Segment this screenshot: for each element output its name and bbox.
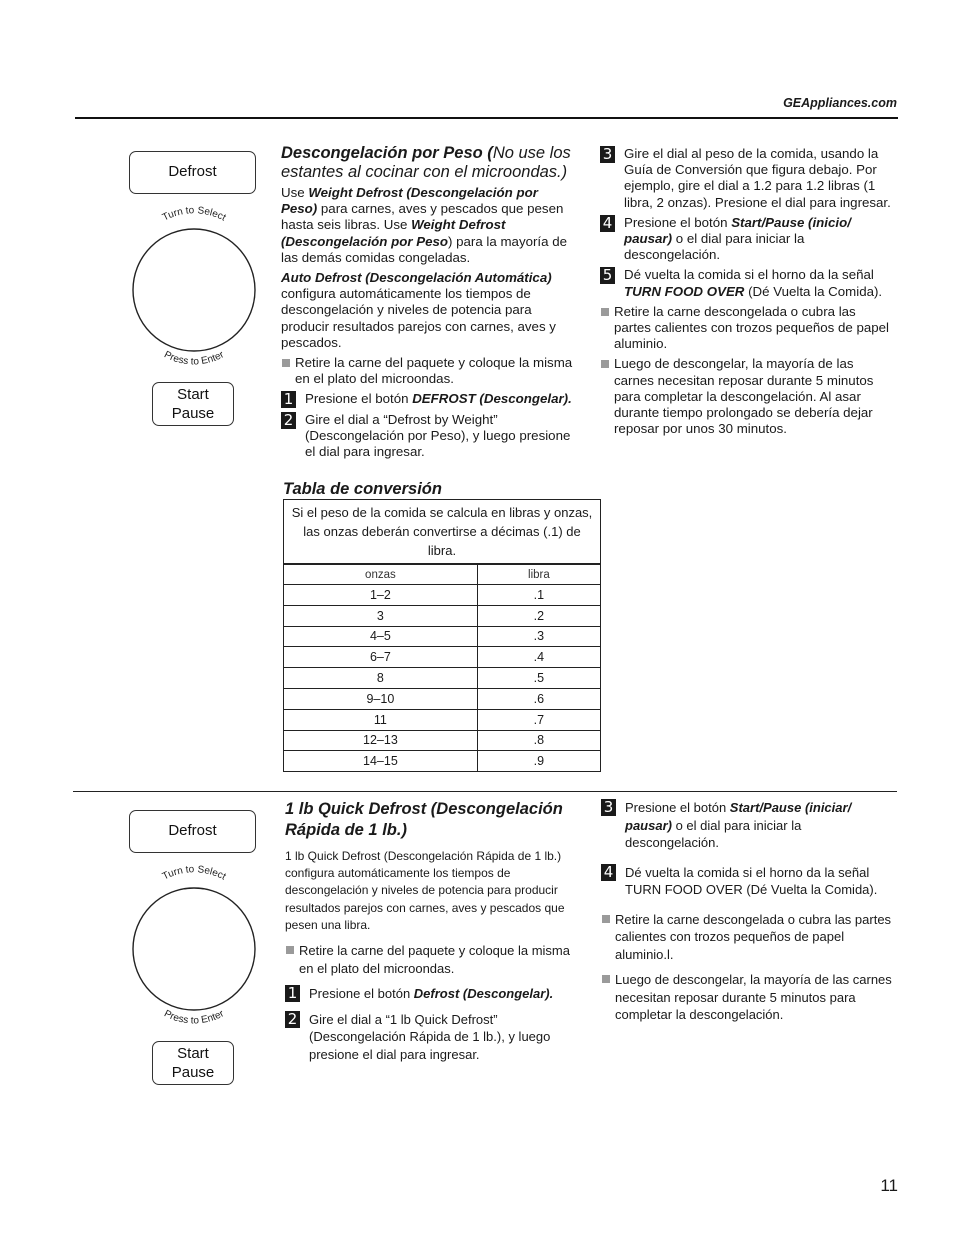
start-label: Start bbox=[177, 386, 209, 403]
table-title: Tabla de conversión bbox=[283, 480, 442, 498]
section-divider bbox=[73, 791, 897, 792]
conversion-table bbox=[283, 499, 601, 772]
table-row: 14–15 .9 bbox=[284, 751, 601, 772]
pause-label: Pause bbox=[171, 1064, 215, 1081]
step-4: 4 Dé vuelta la comida si el horno da la señal TURN FOOD OVER (Dé Vuelta la Comida). bbox=[601, 864, 894, 899]
table-intro: Si el peso de la comida se calcula en libras y onzas, las onzas deberán convertirse a décimas (.1) de libra. bbox=[284, 500, 601, 565]
page-number: 11 bbox=[880, 1176, 898, 1195]
dial-press-label: Press to Enter bbox=[162, 349, 226, 368]
table-row: 1–2 .1 bbox=[284, 585, 601, 606]
step-number: 5 bbox=[600, 267, 615, 284]
site-url: GEAppliances.com bbox=[783, 96, 897, 110]
step-number: 2 bbox=[281, 412, 296, 429]
step-number: 1 bbox=[281, 391, 296, 408]
step-number: 4 bbox=[601, 864, 616, 881]
bullet-item: Luego de descongelar, la mayoría de las carnes necesitan reposar durante 5 minutos para completar la descongelación. Al asar durante tiempo prolongado se debería dejar reposar por unos 30 minutos. bbox=[600, 356, 893, 437]
table-row: 8 .5 bbox=[284, 668, 601, 689]
step-number: 3 bbox=[600, 146, 615, 163]
step-3: 3 Presione el botón Start/Pause (iniciar/ pausar) o el dial para iniciar la descongelación. bbox=[601, 799, 894, 852]
start-pause-button[interactable] bbox=[152, 382, 234, 426]
step-2: 2 Gire el dial a “Defrost by Weight” (Descongelación por Peso), y luego presione el dial para ingresar. bbox=[281, 412, 576, 461]
defrost-button[interactable]: Defrost bbox=[129, 810, 256, 853]
step-number: 3 bbox=[601, 799, 616, 816]
step-2: 2 Gire el dial a “1 lb Quick Defrost” (Descongelación Rápida de 1 lb.), y luego presione el dial para ingresar. bbox=[285, 1011, 570, 1064]
table-row: 11 .7 bbox=[284, 709, 601, 730]
table-row: 4–5 .3 bbox=[284, 626, 601, 647]
table-row: 9–10 .6 bbox=[284, 688, 601, 709]
column-header: libra bbox=[477, 564, 600, 585]
step-1: 1 Presione el botón DEFROST (Descongelar). bbox=[281, 391, 576, 407]
dial-press-label: Press to Enter bbox=[162, 1008, 226, 1027]
intro-paragraph: 1 lb Quick Defrost (Descongelación Rápida de 1 lb.) configura automáticamente los tiempos de descongelación y niveles de potencia para producir resultados parejos con carnes, aves y pescados que pesen una libra. bbox=[285, 849, 565, 932]
selector-dial[interactable] bbox=[124, 863, 264, 1027]
top-rule bbox=[75, 117, 898, 119]
start-label: Start bbox=[177, 1045, 209, 1062]
bullet-item: Retire la carne descongelada o cubra las partes calientes con trozos pequeños de papel aluminio. bbox=[600, 304, 893, 353]
weight-defrost-steps bbox=[600, 146, 893, 441]
step-number: 4 bbox=[600, 215, 615, 232]
table-row: 3 .2 bbox=[284, 605, 601, 626]
dial-turn-label: Turn to Select bbox=[160, 205, 228, 224]
bullet-item: Retire la carne del paquete y coloque la misma en el plato del microondas. bbox=[281, 355, 576, 387]
selector-dial[interactable] bbox=[124, 204, 264, 368]
section-title: Descongelación por Peso (No use los estantes al cocinar con el microondas.) bbox=[281, 144, 571, 181]
step-1: 1 Presione el botón Defrost (Descongelar). bbox=[285, 985, 570, 1003]
quick-defrost-section bbox=[285, 799, 570, 1067]
step-number: 2 bbox=[285, 1011, 300, 1028]
table-row: 12–13 .8 bbox=[284, 730, 601, 751]
step-5: 5 Dé vuelta la comida si el horno da la señal TURN FOOD OVER (Dé Vuelta la Comida). bbox=[600, 267, 893, 299]
step-4: 4 Presione el botón Start/Pause (inicio/ pausar) o el dial para iniciar la descongelación. bbox=[600, 215, 893, 264]
bullet-item: Luego de descongelar, la mayoría de las carnes necesitan reposar durante 5 minutos para completar la descongelación. bbox=[601, 971, 894, 1024]
bullet-item: Retire la carne descongelada o cubra las partes calientes con trozos pequeños de papel aluminio.l. bbox=[601, 911, 894, 964]
intro-paragraph: Use Weight Defrost (Descongelación por Peso) para carnes, aves y pescados que pesen hasta seis libras. Use Weight Defrost (Descongelación por Peso) para la mayoría de las demás comidas congeladas. bbox=[281, 185, 567, 265]
defrost-button[interactable]: Defrost bbox=[129, 151, 256, 194]
pause-label: Pause bbox=[171, 405, 215, 422]
bullet-item: Retire la carne del paquete y coloque la misma en el plato del microondas. bbox=[285, 942, 570, 977]
step-number: 1 bbox=[285, 985, 300, 1002]
weight-defrost-section bbox=[281, 144, 576, 464]
table-row: 6–7 .4 bbox=[284, 647, 601, 668]
dial-turn-label: Turn to Select bbox=[160, 864, 228, 883]
column-header: onzas bbox=[284, 564, 478, 585]
auto-defrost-paragraph: Auto Defrost (Descongelación Automática) configura automáticamente los tiempos de descongelación y niveles de potencia para producir resultados parejos con carnes, aves y pescados. bbox=[281, 270, 556, 350]
start-pause-button[interactable] bbox=[152, 1041, 234, 1085]
step-3: 3 Gire el dial al peso de la comida, usando la Guía de Conversión que figura debajo. Por ejemplo, gire el dial a 1.2 para 1.2 libras (1 libra, 2 onzas). Presione el dial para ingresar. bbox=[600, 146, 893, 211]
quick-defrost-steps bbox=[601, 799, 894, 1028]
section-title: 1 lb Quick Defrost (Descongelación Rápida de 1 lb.) bbox=[285, 800, 563, 839]
